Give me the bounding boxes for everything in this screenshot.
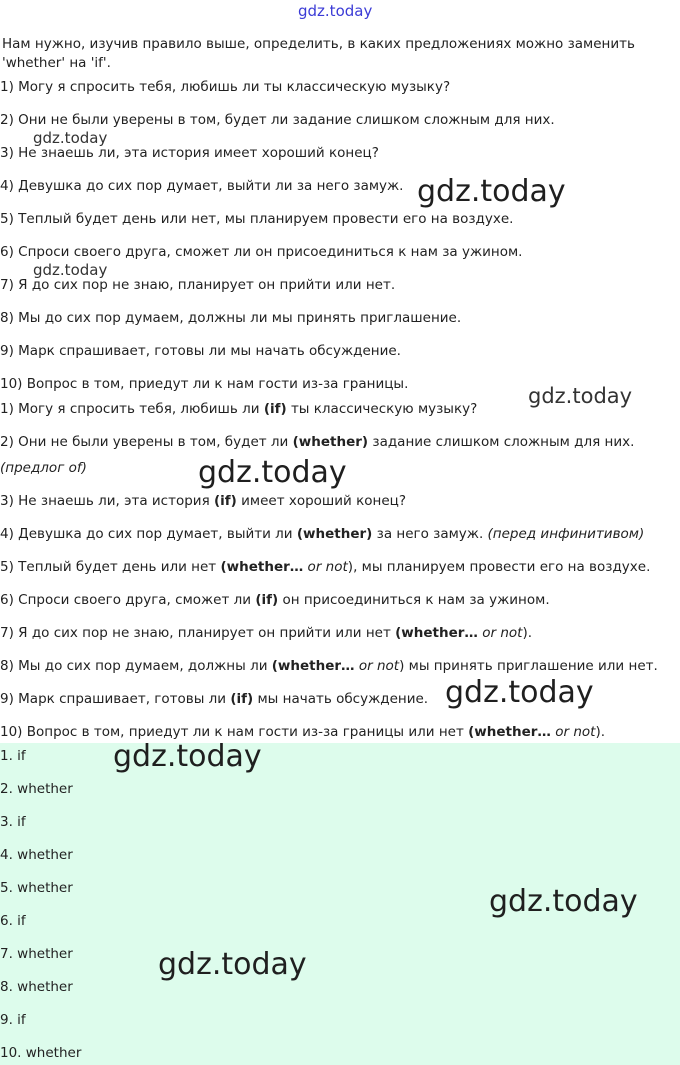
explanation-item <box>0 558 650 576</box>
paren-close: ) <box>347 559 354 575</box>
explanation-item <box>0 492 406 510</box>
explanation-note: (предлог of) <box>0 460 87 476</box>
explanation-before: 10) Вопрос в том, приедут ли к нам гости из-за границы или нет <box>0 724 469 740</box>
explanation-after: за него замуж. <box>372 526 488 542</box>
explanation-before: 7) Я до сих пор не знаю, планирует он прийти или нет <box>0 625 396 641</box>
explanation-item <box>0 433 634 451</box>
sentence-item: 7) Я до сих пор не знаю, планирует он прийти или нет. <box>0 277 396 293</box>
watermark: gdz.today <box>113 739 262 774</box>
conjunction: (if) <box>213 493 237 509</box>
conjunction: (whether) <box>296 526 373 542</box>
explanation-item <box>0 690 428 708</box>
explanation-item <box>0 400 477 418</box>
explanation-item <box>0 591 550 609</box>
answer-item: 8. whether <box>0 979 73 995</box>
explanation-before: 8) Мы до сих пор думаем, должны ли <box>0 658 272 674</box>
conjunction: (whether… <box>220 559 304 575</box>
paren-close: ) <box>522 625 528 641</box>
answer-item: 6. if <box>0 913 26 929</box>
sentence-item: 6) Спроси своего друга, сможет ли он присоединиться к нам за ужином. <box>0 244 523 260</box>
explanation-item <box>0 525 644 543</box>
conjunction: (if) <box>230 691 254 707</box>
conjunction: (whether… <box>468 724 551 740</box>
conjunction-or-not: or not <box>354 658 400 674</box>
answer-item: 2. whether <box>0 781 73 797</box>
sentence-item: 3) Не знаешь ли, эта история имеет хороший конец? <box>0 145 379 161</box>
explanation-after: задание слишком сложным для них. <box>368 434 635 450</box>
answer-item: 1. if <box>0 748 26 764</box>
sentence-item: 1) Могу я спросить тебя, любишь ли ты классическую музыку? <box>0 79 451 95</box>
explanation-after: он присоединиться к нам за ужином. <box>278 592 550 608</box>
explanation-after: ты классическую музыку? <box>286 401 478 417</box>
watermark: gdz.today <box>198 455 347 490</box>
watermark: gdz.today <box>33 261 108 279</box>
explanation-before: 6) Спроси своего друга, сможет ли <box>0 592 256 608</box>
explanation-before: 1) Могу я спросить тебя, любишь ли <box>0 401 264 417</box>
answer-item: 10. whether <box>0 1045 82 1061</box>
paren-close: ) <box>399 658 405 674</box>
conjunction: (if) <box>263 401 287 417</box>
answer-item: 5. whether <box>0 880 73 896</box>
sentence-item: 8) Мы до сих пор думаем, должны ли мы принять приглашение. <box>0 310 462 326</box>
explanation-before: 4) Девушка до сих пор думает, выйти ли <box>0 526 297 542</box>
explanation-after: . <box>600 724 606 740</box>
explanation-before: 9) Марк спрашивает, готовы ли <box>0 691 231 707</box>
explanation-before: 3) Не знаешь ли, эта история <box>0 493 214 509</box>
conjunction-or-not: or not <box>477 625 523 641</box>
explanation-after: , мы планируем провести его на воздухе. <box>353 559 651 575</box>
explanation-before: 5) Теплый будет день или нет <box>0 559 221 575</box>
explanation-after: имеет хороший конец? <box>236 493 407 509</box>
task-intro: Нам нужно, изучив правило выше, определить, в каких предложениях можно заменить 'whether' на 'if'. <box>2 36 635 69</box>
watermark: gdz.today <box>417 174 566 209</box>
explanation-item <box>0 657 658 675</box>
sentence-item: 2) Они не были уверены в том, будет ли задание слишком сложным для них. <box>0 112 555 128</box>
answer-item: 4. whether <box>0 847 73 863</box>
watermark: gdz.today <box>445 675 594 710</box>
explanation-before: 2) Они не были уверены в том, будет ли <box>0 434 293 450</box>
answer-item: 7. whether <box>0 946 73 962</box>
answer-item: 9. if <box>0 1012 26 1028</box>
explanation-item <box>0 624 532 642</box>
sentence-item: 9) Марк спрашивает, готовы ли мы начать обсуждение. <box>0 343 401 359</box>
explanation-after: мы начать обсуждение. <box>253 691 429 707</box>
explanation-after: . <box>527 625 533 641</box>
sentence-item: 5) Теплый будет день или нет, мы планируем провести его на воздухе. <box>0 211 514 227</box>
watermark: gdz.today <box>158 947 307 982</box>
conjunction-or-not: or not <box>303 559 348 575</box>
explanation-note: (перед инфинитивом) <box>487 526 645 542</box>
answer-item: 3. if <box>0 814 26 830</box>
conjunction: (whether… <box>271 658 355 674</box>
watermark: gdz.today <box>33 129 108 147</box>
watermark: gdz.today <box>528 384 633 408</box>
watermark-top: gdz.today <box>298 2 373 20</box>
sentence-item: 4) Девушка до сих пор думает, выйти ли за него замуж. <box>0 178 404 194</box>
explanation-after: мы принять приглашение или нет. <box>404 658 658 674</box>
paren-close: ) <box>595 724 601 740</box>
conjunction: (whether) <box>292 434 369 450</box>
watermark: gdz.today <box>489 884 638 919</box>
sentence-item: 10) Вопрос в том, приедут ли к нам гости из-за границы. <box>0 376 409 392</box>
conjunction: (whether… <box>395 625 478 641</box>
explanation-item <box>0 723 605 741</box>
conjunction: (if) <box>255 592 279 608</box>
conjunction-or-not: or not <box>550 724 596 740</box>
